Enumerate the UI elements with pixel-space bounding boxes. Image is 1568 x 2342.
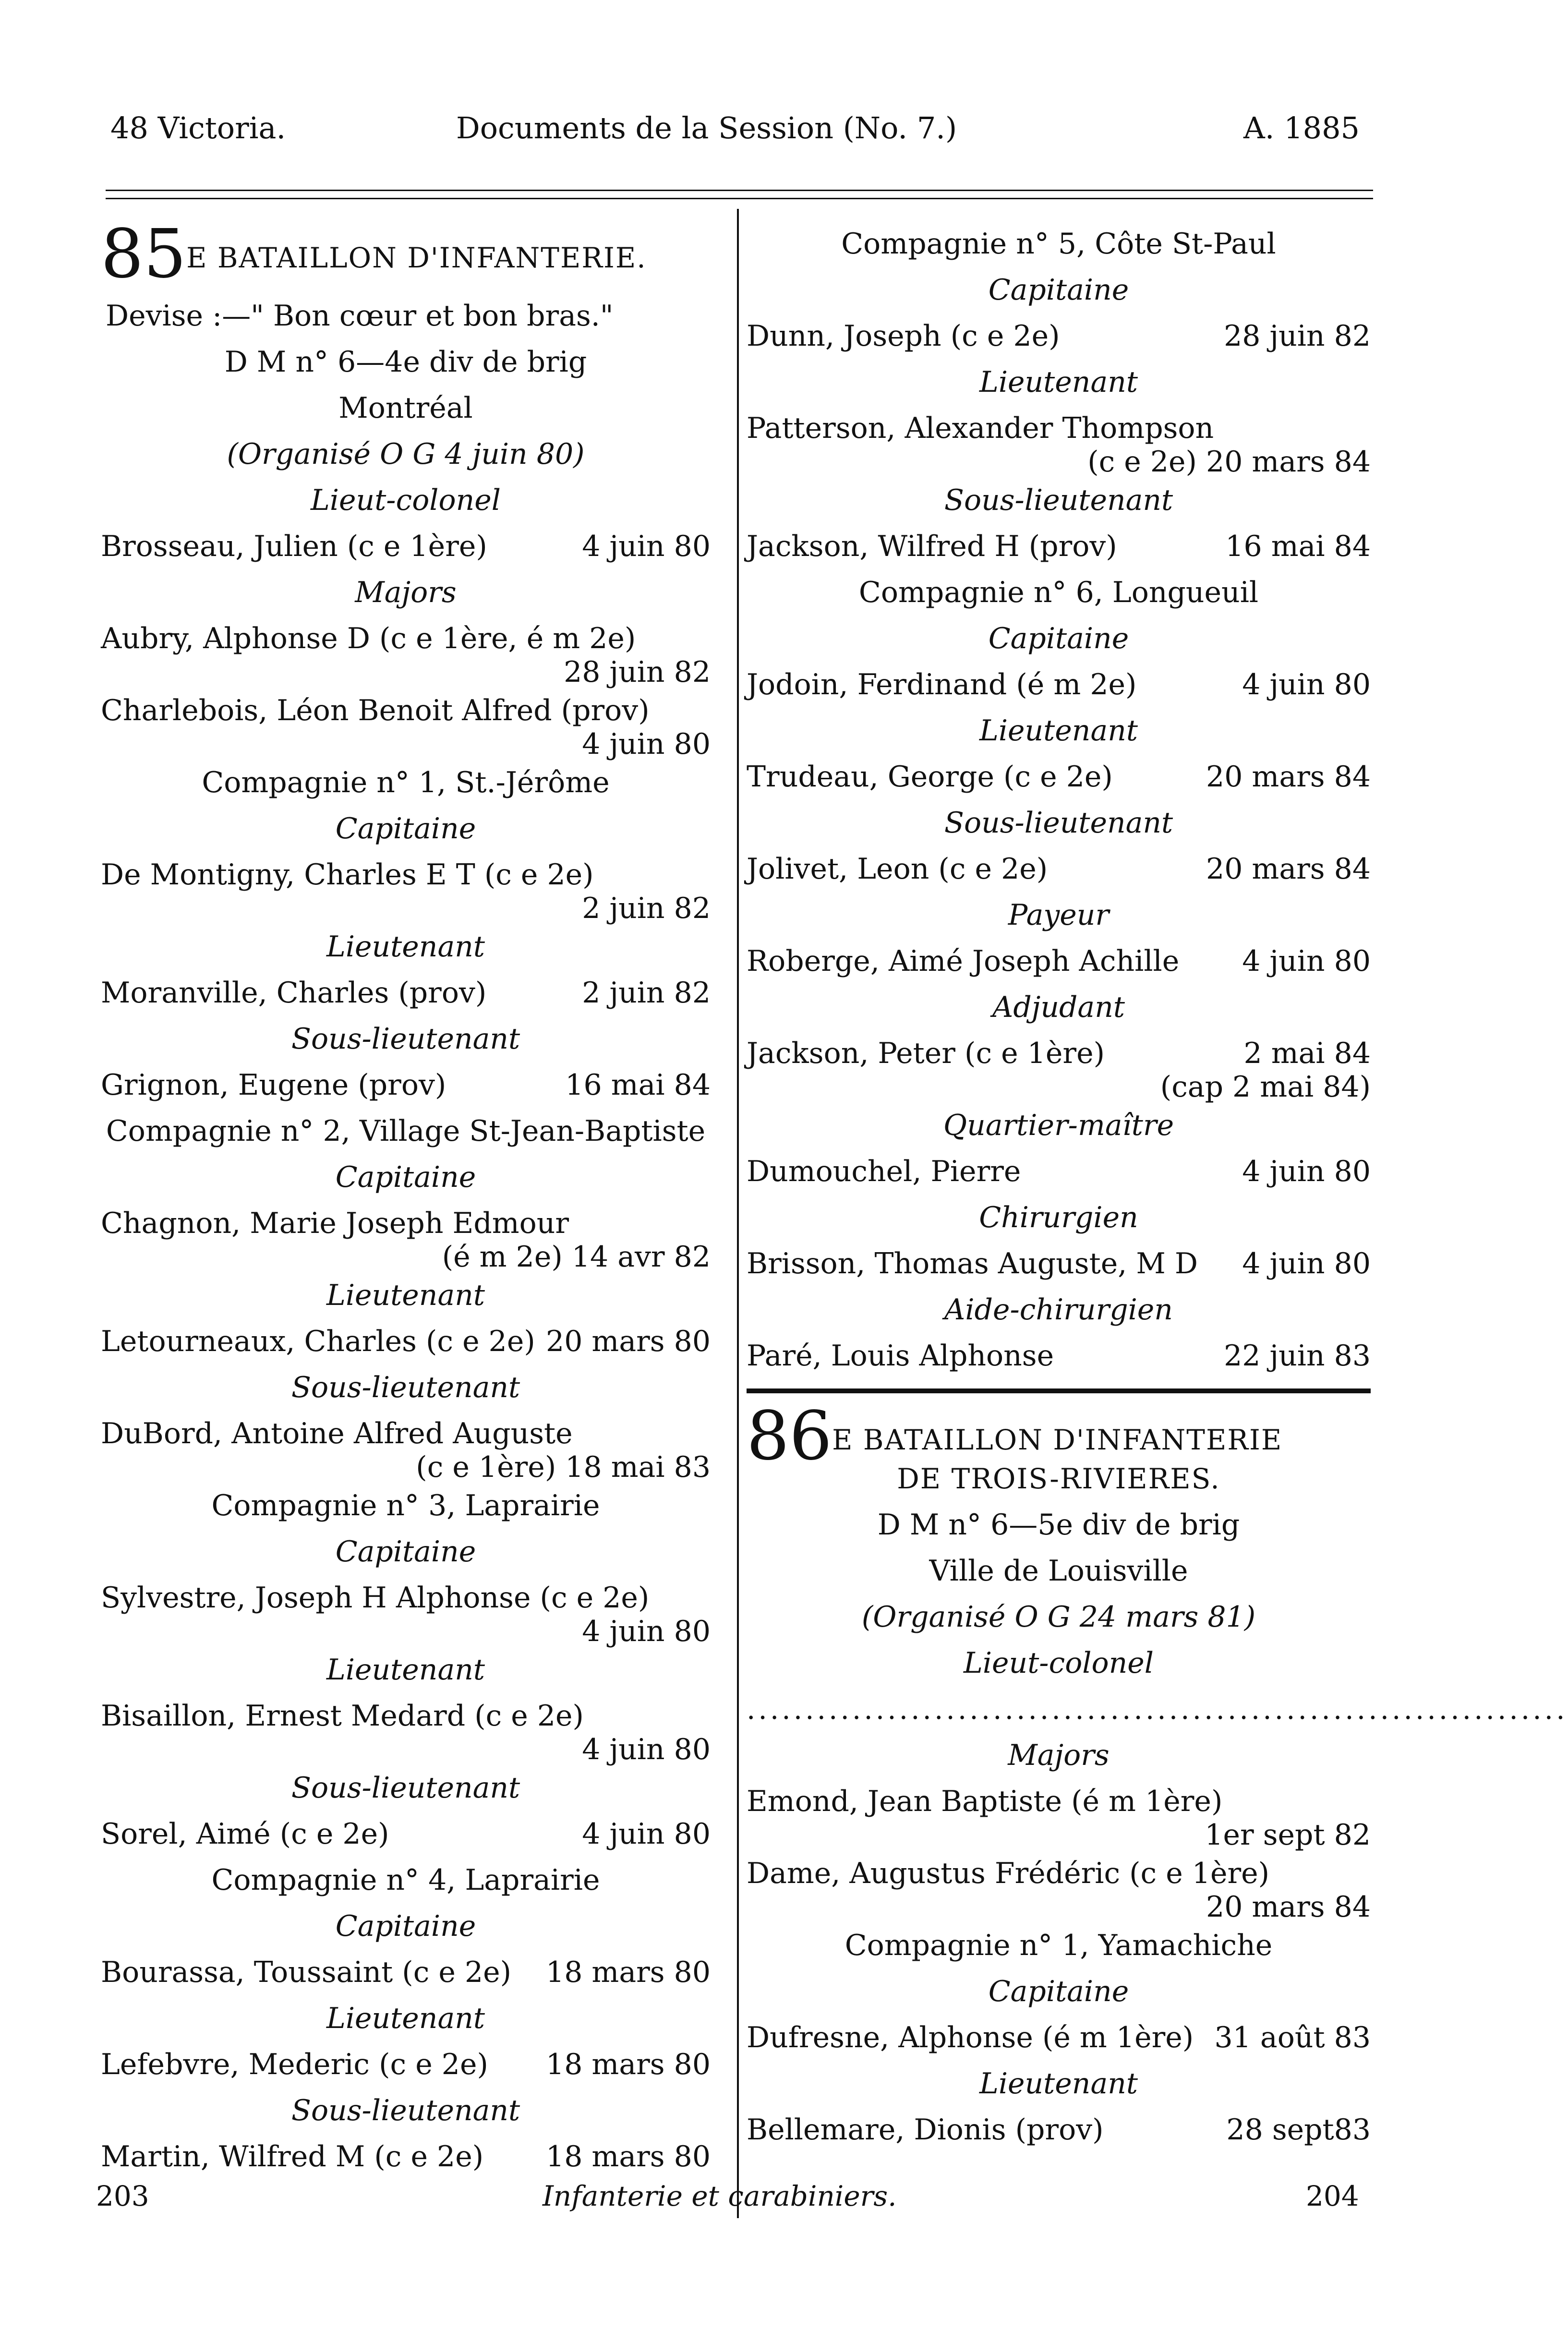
officer-name: Jackson, Peter (c e 1ère) [747,1037,1105,1070]
officer-date: 4 juin 80 [1242,944,1371,978]
officer-date: 4 juin 80 [1242,1155,1371,1188]
officer-name: Sylvestre, Joseph H Alphonse (c e 2e) [101,1581,650,1615]
officer-entry [101,1411,711,1483]
officer-entry [747,1850,1371,1922]
company-title: Compagnie n° 5, Côte St-Paul [841,227,1276,261]
organise: (Organisé O G 4 juin 80) [227,437,585,471]
header-rule-bottom [106,198,1373,199]
officer-entry [101,1575,711,1647]
officer-entry [101,1318,711,1364]
officer-name: Emond, Jean Baptiste (é m 1ère) [747,1785,1223,1818]
officer-entry [101,1693,711,1765]
officer-entry [747,754,1371,800]
page-number-left: 203 [96,2180,149,2212]
officer-name: Patterson, Alexander Thompson [747,411,1214,445]
officer-date: 2 juin 82 [582,892,711,925]
header-rule-top [106,190,1373,191]
rank-title: Sous-lieutenant [291,1771,520,1805]
rank-title: Sous-lieutenant [944,483,1173,517]
officer-name: Moranville, Charles (prov) [101,976,487,1010]
officer-date: 28 juin 82 [564,655,711,689]
officer-name: Lefebvre, Mederic (c e 2e) [101,2048,488,2081]
officer-entry [101,688,711,760]
officer-name: Grignon, Eugene (prov) [101,1068,446,1102]
officer-entry [747,662,1371,708]
officer-date: (é m 2e) 14 avr 82 [442,1240,711,1274]
officer-entry [101,1200,711,1272]
company-title: Compagnie n° 2, Village St-Jean-Baptiste [106,1114,706,1148]
officer-entry [101,523,711,569]
officer-entry [747,1241,1371,1287]
company-title: Compagnie n° 3, Laprairie [211,1489,600,1522]
officer-date: 20 mars 84 [1206,760,1371,794]
officer-entry [747,2015,1371,2061]
battalion-86-title: E BATAILLON D'INFANTERIE [832,1424,1283,1456]
officer-date: 31 août 83 [1214,2021,1371,2054]
rank-title: Lieut-colonel [311,483,501,517]
officer-date: 4 juin 80 [582,727,711,761]
officer-entry [747,938,1371,984]
rank-title: Aide-chirurgien [944,1293,1173,1327]
officer-name: DuBord, Antoine Alfred Auguste [101,1417,573,1450]
officer-date: 20 mars 84 [1206,1890,1371,1924]
rank-title: Quartier-maître [943,1109,1174,1142]
officer-name: Chagnon, Marie Joseph Edmour [101,1207,569,1240]
officer-date: (c e 2e) 20 mars 84 [1087,445,1371,479]
company-title: Compagnie n° 1, St.-Jérôme [202,766,610,799]
officer-entry [101,1811,711,1857]
officer-entry [747,846,1371,892]
officer-entry [747,1148,1371,1195]
rank-title: Lieutenant [326,930,485,964]
column-divider [737,209,739,2218]
officer-date-secondary: (cap 2 mai 84) [1160,1070,1371,1104]
left-column [101,215,711,2180]
rank-title: Sous-lieutenant [291,1371,520,1404]
officer-date: 16 mai 84 [565,1068,711,1102]
footer-caption: Infanterie et carabiniers. [543,2180,897,2212]
officer-date: 20 mars 80 [546,1325,711,1358]
page-number-right: 204 [1306,2180,1359,2212]
officer-name: Trudeau, George (c e 2e) [747,760,1113,794]
rank-title: Lieutenant [326,1279,485,1312]
officer-name: Paré, Louis Alphonse [747,1339,1054,1373]
officer-name: Brosseau, Julien (c e 1ère) [101,530,487,563]
battalion-85-heading [101,215,711,293]
officer-date: 2 juin 82 [582,976,711,1010]
rank-title: Majors [355,576,457,609]
officer-name: Jolivet, Leon (c e 2e) [747,852,1048,886]
place: Ville de Louisville [929,1554,1188,1588]
district: D M n° 6—5e div de brig [877,1508,1240,1542]
officer-name: Jackson, Wilfred H (prov) [747,530,1117,563]
officer-entry [101,2134,711,2180]
header-center: Documents de la Session (No. 7.) [456,110,957,145]
devise: Devise :—" Bon cœur et bon bras." [106,299,614,333]
rank-title: Capitaine [988,273,1129,307]
district: D M n° 6—4e div de brig [224,345,587,379]
officer-entry [747,405,1371,477]
rank-title: Sous-lieutenant [291,1022,520,1056]
officer-name: Bellemare, Dionis (prov) [747,2113,1104,2147]
battalion-85-number: 85 [101,215,187,293]
officer-date: 18 mars 80 [546,2048,711,2081]
officer-entry [747,1030,1371,1102]
officer-name: Jodoin, Ferdinand (é m 2e) [747,668,1137,701]
rank-title: Capitaine [335,812,476,845]
officer-date: 20 mars 84 [1206,852,1371,886]
officer-name: De Montigny, Charles E T (c e 2e) [101,858,594,892]
officer-name: Dame, Augustus Frédéric (c e 1ère) [747,1857,1270,1890]
officer-entry [747,1333,1371,1379]
officer-date: 4 juin 80 [1242,668,1371,701]
officer-name: Dumouchel, Pierre [747,1155,1021,1188]
rank-title: Lieutenant [979,714,1138,748]
officer-name: Aubry, Alphonse D (c e 1ère, é m 2e) [101,622,636,655]
officer-name: Dufresne, Alphonse (é m 1ère) [747,2021,1194,2054]
vacant-dots: ...................................................................... [747,1693,1568,1726]
officer-date: 28 juin 82 [1224,319,1371,353]
officer-name: Dunn, Joseph (c e 2e) [747,319,1060,353]
rank-title: Chirurgien [979,1201,1138,1234]
rank-title: Capitaine [335,1909,476,1943]
officer-date: 4 juin 80 [1242,1247,1371,1280]
officer-date: 4 juin 80 [582,1733,711,1766]
rank-title: Majors [1008,1738,1110,1772]
rank-title: Lieut-colonel [964,1646,1154,1680]
officer-entry [101,616,711,688]
rank-title: Payeur [1008,898,1110,932]
company-title: Compagnie n° 1, Yamachiche [844,1929,1273,1962]
header-right: A. 1885 [1243,110,1360,145]
officer-entry [101,1062,711,1108]
officer-date: 28 sept83 [1226,2113,1371,2147]
place: Montréal [338,391,473,425]
officer-name: Bourassa, Toussaint (c e 2e) [101,1956,512,1989]
officer-date: 4 juin 80 [582,1817,711,1851]
officer-entry [747,313,1371,359]
officer-entry [747,523,1371,569]
organise: (Organisé O G 24 mars 81) [861,1600,1256,1634]
officer-entry [101,970,711,1016]
officer-date: 16 mai 84 [1225,530,1371,563]
battalion-85-title: E BATAILLON D'INFANTERIE. [186,241,647,274]
rank-title: Lieutenant [979,365,1138,399]
officer-date: 4 juin 80 [582,530,711,563]
rank-title: Adjudant [992,990,1125,1024]
officer-date: 2 mai 84 [1243,1037,1371,1070]
rank-title: Sous-lieutenant [291,2094,520,2127]
rank-title: Lieutenant [979,2067,1138,2101]
right-column [747,221,1568,2153]
header-left: 48 Victoria. [110,110,286,145]
section-separator [747,1388,1371,1393]
officer-name: Brisson, Thomas Auguste, M D [747,1247,1198,1280]
rank-title: Capitaine [335,1535,476,1569]
officer-entry [747,1778,1371,1850]
officer-date: 18 mars 80 [546,1956,711,1989]
rank-title: Capitaine [988,622,1129,655]
rank-title: Lieutenant [326,2002,485,2035]
officer-name: Charlebois, Léon Benoit Alfred (prov) [101,694,650,727]
rank-title: Capitaine [335,1160,476,1194]
company-title: Compagnie n° 6, Longueuil [858,576,1259,609]
officer-entry [101,2041,711,2088]
officer-date: (c e 1ère) 18 mai 83 [416,1450,711,1484]
officer-date: 4 juin 80 [582,1615,711,1648]
officer-entry [747,2107,1371,2153]
officer-name: Bisaillon, Ernest Medard (c e 2e) [101,1699,584,1733]
rank-title: Sous-lieutenant [944,806,1173,840]
officer-date: 22 juin 83 [1224,1339,1371,1373]
officer-name: Roberge, Aimé Joseph Achille [747,944,1180,978]
officer-date: 1er sept 82 [1205,1818,1371,1852]
rank-title: Capitaine [988,1975,1129,2008]
company-title: Compagnie n° 4, Laprairie [211,1863,600,1897]
officer-date: 18 mars 80 [546,2140,711,2173]
officer-entry [101,852,711,924]
battalion-86-subtitle: DE TROIS-RIVIERES. [897,1462,1220,1495]
officer-name: Martin, Wilfred M (c e 2e) [101,2140,484,2173]
officer-name: Letourneaux, Charles (c e 2e) [101,1325,535,1358]
battalion-86-number: 86 [747,1397,832,1475]
officer-name: Sorel, Aimé (c e 2e) [101,1817,389,1851]
officer-entry [101,1949,711,1995]
rank-title: Lieutenant [326,1653,485,1687]
